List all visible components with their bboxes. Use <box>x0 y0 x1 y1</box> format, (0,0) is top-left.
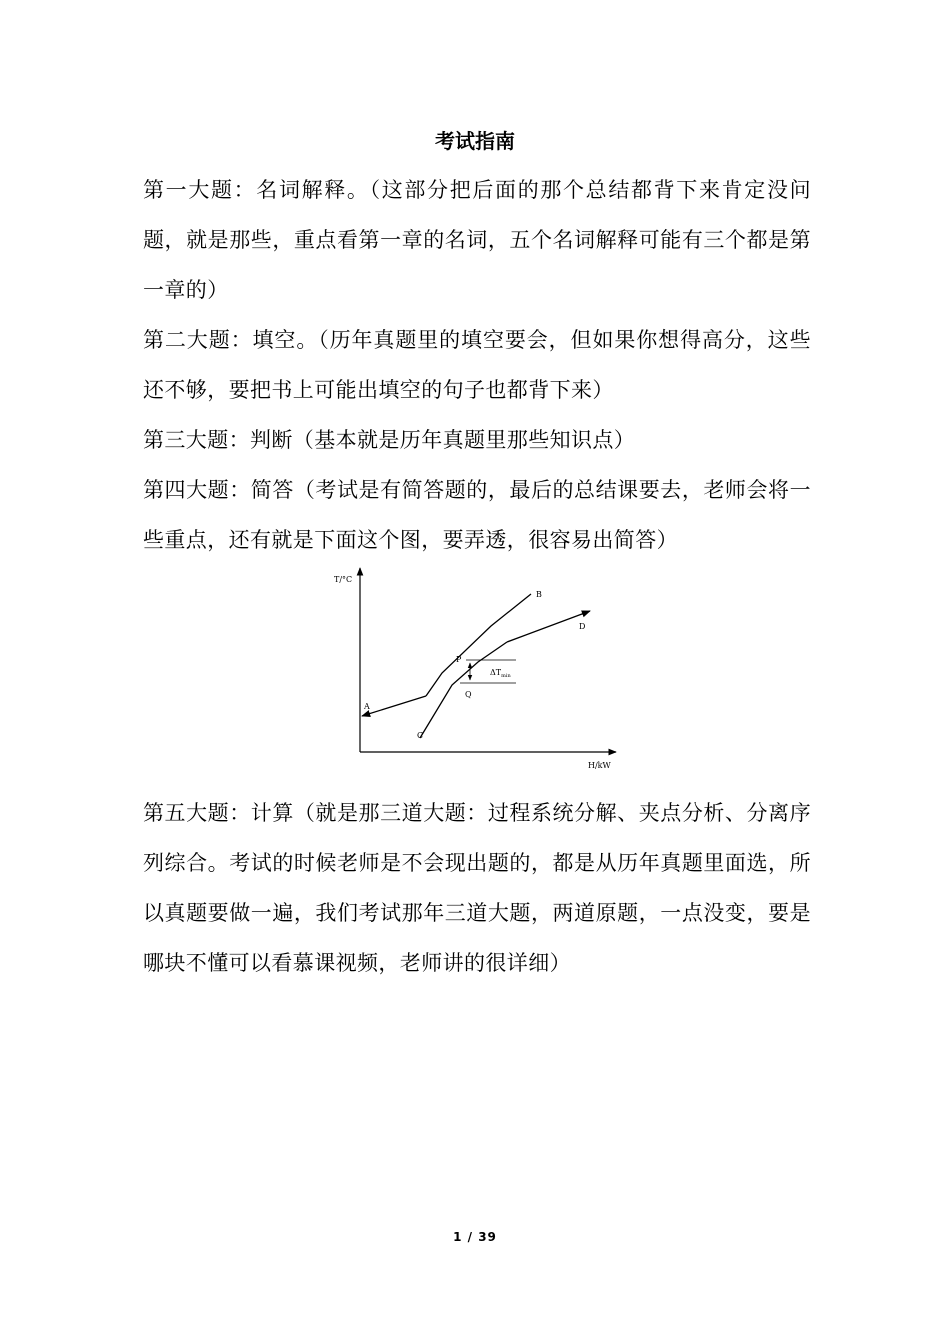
y-axis-label: T/°C <box>334 575 353 584</box>
pinch-point-diagram <box>328 560 628 775</box>
cold-curve-arrow-D <box>507 611 590 642</box>
label-B: B <box>536 590 542 599</box>
section-2-fill-blank: 第二大题：填空。（历年真题里的填空要会，但如果你想得高分，这些还不够，要把书上可能出填空的句子也都背下来） <box>143 328 811 402</box>
label-P: P <box>456 655 462 664</box>
page-total: 39 <box>478 1230 497 1244</box>
section-5-calculation: 第五大题：计算（就是那三道大题：过程系统分解、夹点分析、分离序列综合。考试的时候老师是不会现出题的，都是从历年真题里面选，所以真题要做一遍，我们考试那年三道大题，两道原题，一点没变，要是哪块不懂可以看慕课视频，老师讲的很详细） <box>143 801 811 975</box>
section-3-true-false: 第三大题：判断（基本就是历年真题里那些知识点） <box>143 428 636 452</box>
label-D: D <box>579 622 586 631</box>
label-A: A <box>364 702 370 711</box>
page-current: 1 <box>453 1230 463 1244</box>
hot-curve-arrow-A <box>362 696 426 716</box>
cold-composite-curve-CD <box>420 642 507 738</box>
label-Q: Q <box>465 690 472 699</box>
hot-composite-curve-AB <box>426 594 531 696</box>
page-separator: / <box>467 1230 474 1244</box>
page-title: 考试指南 <box>435 129 515 153</box>
section-4-short-answer: 第四大题：简答（考试是有简答题的，最后的总结课要去，老师会将一些重点，还有就是下面这个图，要弄透，很容易出简答） <box>143 478 811 552</box>
section-1-noun-explanation: 第一大题：名词解释。（这部分把后面的那个总结都背下来肯定没问题，就是那些，重点看第一章的名词，五个名词解释可能有三个都是第一章的） <box>143 178 811 302</box>
label-C: C <box>417 731 424 740</box>
x-axis-label: H/kW <box>588 761 611 770</box>
page-number <box>0 1230 950 1244</box>
delta-t-min-label: $\Delta T_{min}$ <box>490 668 511 679</box>
